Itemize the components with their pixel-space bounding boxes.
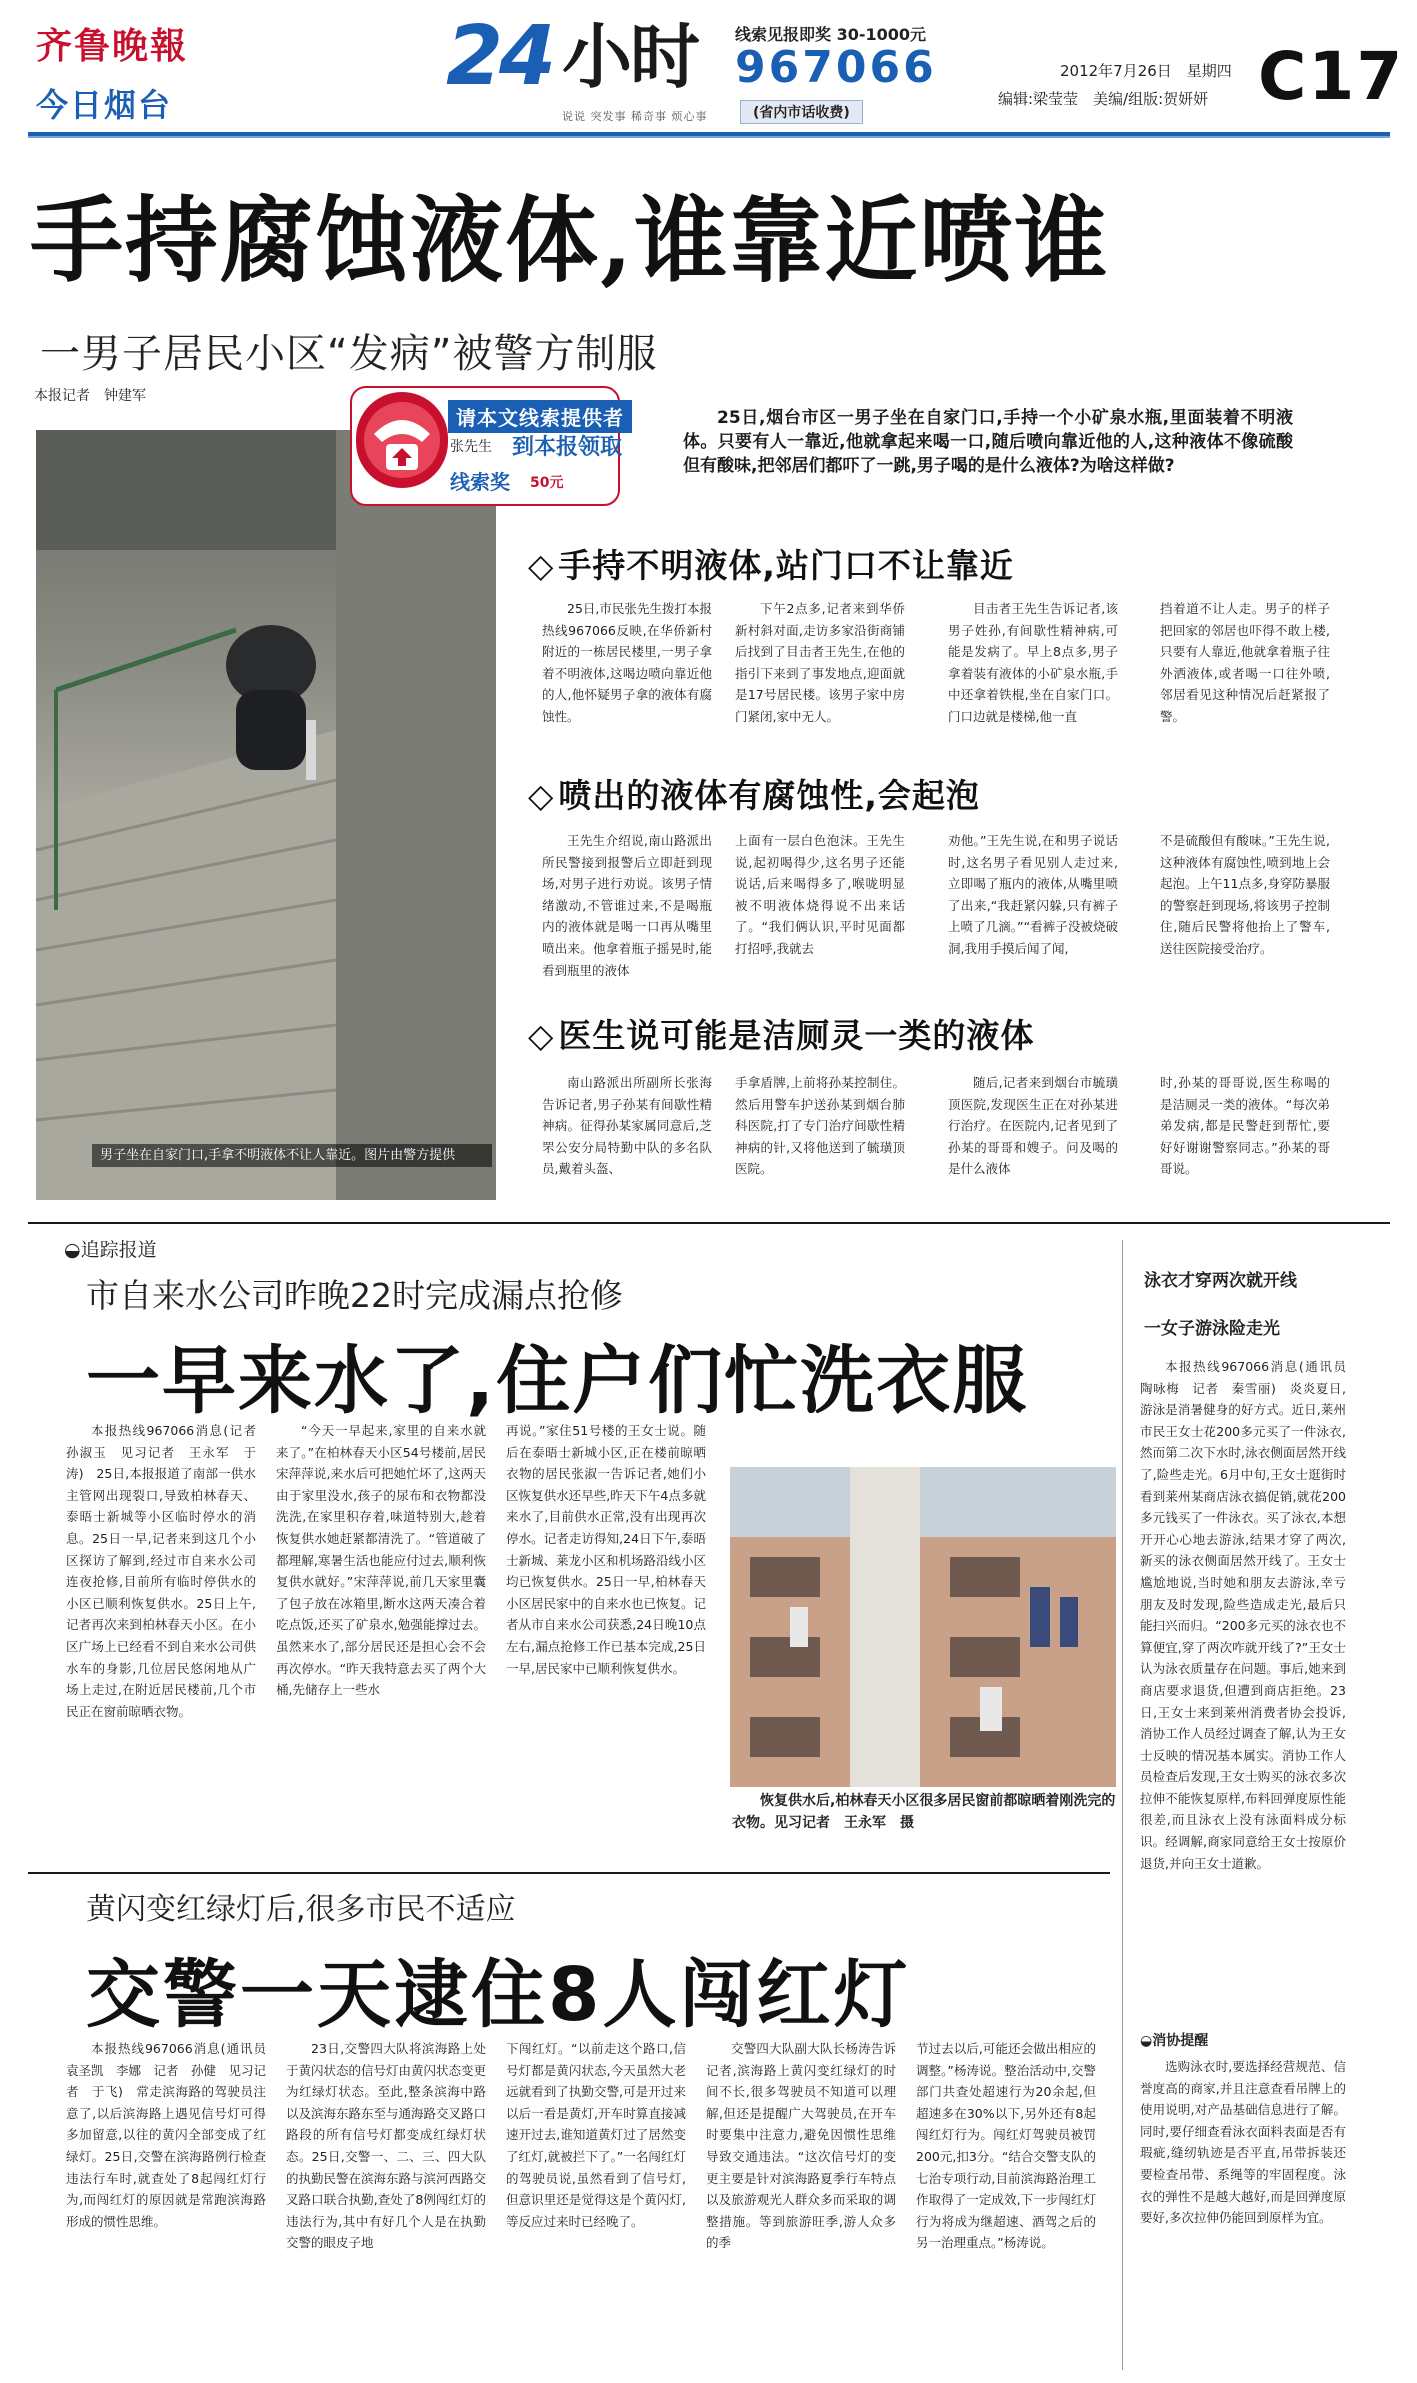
article1-photo-caption: 男子坐在自家门口,手拿不明液体不让人靠近。图片由警方提供	[92, 1144, 492, 1167]
article1-section-heading: ◇ 医生说可能是洁厕灵一类的液体	[528, 1016, 1035, 1055]
stairwell-photo-illustration	[36, 430, 496, 1200]
issue-date: 2012年7月26日 星期四	[1060, 62, 1232, 80]
article2-text-column: 本报热线967066消息(记者 孙淑玉 见习记者 王永军 于涛) 25日,本报报道了南部一供水主管网出现裂口,导致柏林春天、泰晤士新城等小区临时停水的消息。25日一早,记者来到这几个小区探访了解到,经过市自来水公司连夜抢修,目前所有临时停供水的小区已顺利恢复供水。25日上午,记者再次来到柏林春天小区。在小区广场上已经看不到自来水公司供水车的身影,几位居民悠闲地从广场上走过,在附近居民楼前,几个市民正在窗前晾晒衣物。	[66, 1423, 269, 1719]
article2-tag: ◒追踪报道	[64, 1239, 157, 1261]
hotline-number: 967066	[735, 42, 937, 93]
article1-byline: 本报记者 钟建军	[34, 388, 146, 404]
reward-name: 张先生	[450, 439, 492, 455]
article2-headline: 一早来水了,住户们忙洗衣服	[86, 1338, 1029, 1424]
sidebar-kicker: 泳衣才穿两次就开线	[1144, 1271, 1297, 1291]
section-logo-number: 24	[446, 9, 553, 104]
page-number: C17	[1258, 38, 1405, 115]
section-logo-text: 小时	[562, 16, 698, 98]
edition-name: 今日烟台	[36, 86, 173, 124]
article3-text-column: 交警四大队副大队长杨涛告诉记者,滨海路上黄闪变红绿灯的时间不长,很多驾驶员不知道可以理解,但还是提醒广大驾驶员,在开车时要集中注意力,避免因惯性思维导致交通违法。“这次信号灯的变更主要是针对滨海路夏季行车特点以及旅游观光人群众多而采取的调整措施。等到旅游旺季,游人众多的季	[706, 2041, 896, 2251]
editors-credit: 编辑:梁莹莹 美编/组版:贺妍妍	[998, 90, 1209, 108]
article1-text-column: 时,孙某的哥哥说,医生称喝的是洁厕灵一类的液体。“每次弟弟发病,都是民警赶到帮忙,要好好谢谢警察同志。”孙某的哥哥说。	[1160, 1075, 1330, 1177]
article1-text-column: 上面有一层白色泡沫。王先生说,起初喝得少,这名男子还能说话,后来喝得多了,喉咙明显被不明液体烧得说不出来话了。“我们俩认识,平时见面都打招呼,我就去	[735, 833, 905, 956]
section-divider	[28, 1222, 1390, 1224]
article3-text-column: 本报热线967066消息(通讯员 袁圣凯 李娜 记者 孙健 见习记者 于飞) 常走滨海路的驾驶员注意了,以后滨海路上遇见信号灯可得多加留意,以往的黄闪全部变成了红绿灯。25日,交警在滨海路例行检查违法行车时,就查处了8起闯红灯行为,而闯红灯的原因就是常跑滨海路形成的惯性思维。	[66, 2041, 279, 2229]
article2-text-column: “今天一早起来,家里的自来水就来了。”在柏林春天小区54号楼前,居民宋萍萍说,来水后可把她忙坏了,这两天由于家里没水,孩子的尿布和衣物都没洗洗,在家里积存着,味道特别大,趁着恢复供水她赶紧都清洗了。“管道破了都理解,寒暑生活也能应付过去,顺利恢复供水就好。”宋萍萍说,前几天家里囊了包子放在冰箱里,断水这两天凑合着吃点饭,还买了矿泉水,勉强能撑过去。虽然来水了,部分居民还是担心会不会再次停水。“昨天我特意去买了两个大桶,先储存上一些水	[276, 1423, 486, 1698]
article3-headline: 交警一天逮住8人闯红灯	[86, 1952, 911, 2038]
article1-text-column: 25日,市民张先生拨打本报热线967066反映,在华侨新村附近的一栋居民楼里,一男子拿着不明液体,这喝边喷向靠近他的人,他怀疑男子拿的液体有腐蚀性。	[542, 601, 712, 724]
article3-text-column: 下闯红灯。“以前走这个路口,信号灯都是黄闪状态,今天虽然大老远就看到了执勤交警,可是开过来以后一看是黄灯,开车时算直接减速开过去,谁知道黄灯过了居然变了红灯,就被拦下了。”一名闯红灯的驾驶员说,虽然看到了信号灯,但意识里还是觉得这是个黄闪灯,等反应过来时已经晚了。	[506, 2041, 686, 2229]
article1-photo	[36, 430, 496, 1200]
article2-photo-caption: 恢复供水后,柏林春天小区很多居民窗前都晾晒着刚洗完的衣物。见习记者 王永军 摄	[732, 1793, 1116, 1831]
sidebar-tip-heading: ◒消协提醒	[1140, 2033, 1209, 2049]
masthead-divider	[28, 132, 1390, 138]
article3-kicker: 黄闪变红绿灯后,很多市民不适应	[86, 1892, 516, 1927]
article1-headline: 手持腐蚀液体,谁靠近喷谁	[30, 186, 1110, 295]
article2-text-column: 再说。”家住51号楼的王女士说。随后在泰晤士新城小区,正在楼前晾晒衣物的居民张淑一告诉记者,她们小区恢复供水还早些,昨天下午4点多就来水了,目前供水正常,没有出现再次停水。记者走访得知,24日下午,泰晤士新城、莱龙小区和机场路沿线小区均已恢复供水。25日一早,柏林春天小区居民家中的自来水也已恢复。记者从市自来水公司获悉,24日晚10点左右,漏点抢修工作已基本完成,25日一早,居民家中已顺利恢复供水。	[506, 1423, 707, 1676]
article1-subhead: 一男子居民小区“发病”被警方制服	[40, 331, 658, 377]
article1-text-column: 不是硫酸但有酸味。”王先生说,这种液体有腐蚀性,喷到地上会起泡。上午11点多,身穿防暴服的警察赶到现场,将该男子控制住,随后民警将他抬上了警车,送往医院接受治疗。	[1160, 833, 1330, 956]
article1-text-column: 劝他。”王先生说,在和男子说话时,这名男子看见别人走过来,立即喝了瓶内的液体,从嘴里喷了出来,“我赶紧闪躲,只有裤子上喷了几滴。”“看裤子没被烧破洞,我用手摸后闻了闻,	[948, 833, 1118, 956]
hotline-label: 线索见报即奖 30-1000元	[735, 25, 927, 44]
phone-icon	[356, 392, 448, 488]
article1-text-column: 随后,记者来到烟台市毓璜顶医院,发现医生正在对孙某进行治疗。在医院内,记者见到了孙某的哥哥和嫂子。问及喝的是什么液体	[948, 1075, 1118, 1177]
sidebar-divider	[1122, 1240, 1123, 2370]
sidebar-title: 一女子游泳险走光	[1144, 1319, 1280, 1339]
sidebar-body: 本报热线967066消息(通讯员 陶咏梅 记者 秦雪丽) 炎炎夏日,游泳是消暑健身的好方式。近日,莱州市民王女士花200多元买了一件泳衣,然而第二次下水时,泳衣侧面居然开线了,险些走光。6月中旬,王女士逛街时看到莱州某商店泳衣搞促销,就花200多元钱买了一件泳衣。买了泳衣,本想开开心心地去游泳,结果才穿了两次,新买的泳衣侧面居然开线了。王女士尴尬地说,当时她和朋友去游泳,幸亏朋友及时发现,险些造成走光,最后只能扫兴而归。“200多元买的泳衣也不算便宜,穿了两次咋就开线了?”王女士认为泳衣质量存在问题。事后,她来到商店要求退货,但遭到商店拒绝。23日,王女士来到莱州消费者协会投诉,消协工作人员经过调查了解,认为王女士反映的情况基本属实。消协工作人员检查后发现,王女士购买的泳衣多次拉伸不能恢复原样,布料回弹度原性能很差,而且泳衣上没有泳面料成分标识。经调解,商家同意给王女士按原价退货,并向王女士道歉。	[1140, 1359, 1359, 1871]
hotline-note: (省内市话收费)	[740, 100, 863, 124]
paper-name: 齐鲁晚報	[36, 25, 189, 67]
sidebar-tip-body: 选购泳衣时,要选择经营规范、信誉度高的商家,并且注意查看吊牌上的使用说明,对产品基础信息进行了解。同时,要仔细查看泳衣面料表面是否有瑕疵,缝纫轨迹是否平直,吊带拆装还要检查吊带、系绳等的牢固程度。泳衣的弹性不是越大越好,而是回弹度原要好,多次拉伸仍能回到原样为宜。	[1140, 2059, 1346, 2226]
article1-section-heading: ◇ 喷出的液体有腐蚀性,会起泡	[528, 776, 980, 815]
reward-amount: 50元	[530, 475, 564, 491]
tip-icon: ◒	[1140, 2033, 1153, 2049]
followup-icon: ◒	[64, 1239, 81, 1261]
article3-text-column: 23日,交警四大队将滨海路上处于黄闪状态的信号灯由黄闪状态变更为红绿灯状态。至此,整条滨海中路以及滨海东路东至与通海路交叉路口路段的所有信号灯都变成红绿灯状态。25日,交警一、二、三、四大队的执勤民警在滨海东路与滨河西路交叉路口联合执勤,查处了8例闯红灯的违法行为,其中有好几个人是在执勤交警的眼皮子地	[286, 2041, 487, 2251]
article1-text-column: 手拿盾牌,上前将孙某控制住。然后用警车护送孙某到烟台肺科医院,打了专门治疗间歇性精神病的针,又将他送到了毓璜顶医院。	[735, 1075, 905, 1177]
section-slogan: 说说 突发事 稀奇事 烦心事	[562, 110, 708, 123]
reward-amount-label: 线索奖	[450, 470, 510, 494]
article3-text-column: 节过去以后,可能还会做出相应的调整。”杨涛说。整治活动中,交警部门共查处超速行为20余起,但超速多在30%以下,另外还有8起闯红灯行为。闯红灯驾驶员被罚200元,扣3分。“结合交警支队的七治专项行动,目前滨海路治理工作取得了一定成效,下一步闯红灯行为将成为继超速、酒驾之后的另一治理重点。”杨涛说。	[916, 2041, 1096, 2251]
reward-phone-badge	[356, 392, 448, 488]
article1-text-column: 南山路派出所副所长张海告诉记者,男子孙某有间歇性精神病。征得孙某家属同意后,芝罘公安分局特勤中队的多名队员,戴着头盔、	[542, 1075, 712, 1177]
article1-text-column: 王先生介绍说,南山路派出所民警接到报警后立即赶到现场,对男子进行劝说。该男子情绪激动,不管谁过来,不是喝瓶内的液体就是喝一口再从嘴里喷出来。他拿着瓶子摇晃时,能看到瓶里的液体	[542, 833, 712, 978]
apartment-laundry-photo-illustration	[730, 1467, 1116, 1787]
article2-photo	[730, 1467, 1116, 1787]
article1-lede: 25日,烟台市区一男子坐在自家门口,手持一个小矿泉水瓶,里面装着不明液体。只要有人一靠近,他就拿起来喝一口,随后喷向靠近他的人,这种液体不像硫酸但有酸味,把邻居们都吓了一跳,男子喝的是什么液体?为啥这样做?	[683, 408, 1293, 476]
reward-title: 请本文线索提供者	[448, 400, 632, 433]
article1-text-column: 挡着道不让人走。男子的样子把回家的邻居也吓得不敢上楼,只要有人靠近,他就拿着瓶子往外洒液体,或者喝一口往外喷,邻居看见这种情况后赶紧报了警。	[1160, 601, 1330, 724]
section-divider	[28, 1872, 1110, 1874]
article1-section-heading: ◇ 手持不明液体,站门口不让靠近	[528, 546, 1014, 585]
reward-claim: 到本报领取	[512, 435, 623, 460]
article1-text-column: 目击者王先生告诉记者,该男子姓孙,有间歇性精神病,可能是发病了。早上8点多,男子拿着装有液体的小矿泉水瓶,手中还拿着铁棍,坐在自家门口。门口边就是楼梯,他一直	[948, 601, 1118, 724]
article2-kicker: 市自来水公司昨晚22时完成漏点抢修	[86, 1276, 623, 1315]
article1-text-column: 下午2点多,记者来到华侨新村斜对面,走访多家沿街商铺后找到了目击者王先生,在他的指引下来到了事发地点,迎面就是17号居民楼。该男子家中房门紧闭,家中无人。	[735, 601, 905, 724]
